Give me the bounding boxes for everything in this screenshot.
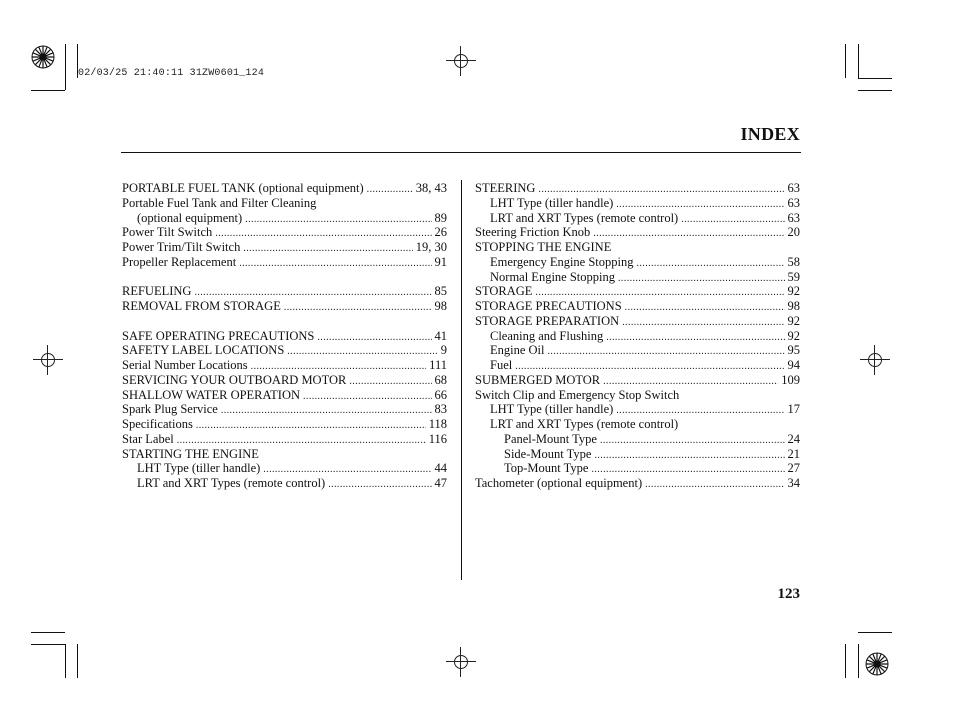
index-entry-term: Steering Friction Knob (475, 225, 591, 240)
index-entry-page: 66 (434, 387, 447, 402)
index-entry-page: 20 (787, 225, 800, 240)
index-entry (475, 417, 800, 432)
index-entry-page: 27 (787, 461, 800, 476)
index-entry-page: 47 (434, 476, 447, 490)
index-entry (475, 225, 800, 240)
index-entry (122, 211, 447, 226)
index-entry-page: 83 (434, 402, 447, 417)
index-entry-term: STOPPING THE ENGINE (475, 240, 612, 254)
dot-leader (196, 419, 426, 434)
index-entry-term: Power Trim/Tilt Switch (122, 240, 241, 254)
dot-leader (287, 345, 437, 360)
index-entry-page: 94 (787, 358, 800, 372)
crop-mark-line (65, 644, 66, 678)
dot-leader (618, 272, 785, 287)
index-entry-term: Power Tilt Switch (122, 225, 213, 240)
index-entry-term: STARTING THE ENGINE (122, 446, 259, 461)
crop-mark-line (858, 90, 892, 91)
index-entry (475, 329, 800, 344)
dot-leader (594, 449, 784, 464)
index-entry-page: 9 (440, 343, 447, 358)
dot-leader (328, 478, 431, 493)
index-entry-term: Panel-Mount Type (504, 431, 597, 446)
dot-leader (317, 331, 431, 346)
index-entry-page: 24 (787, 431, 800, 446)
index-entry-page: 118 (428, 417, 447, 431)
index-entry-page: 63 (787, 210, 800, 225)
index-entry-term: Switch Clip and Emergency Stop Switch (475, 387, 680, 402)
index-column-left (122, 181, 447, 491)
index-entry-term: Spark Plug Service (122, 402, 218, 417)
index-entry-page: 98 (787, 299, 800, 313)
index-entry-page: 19, 30 (415, 240, 447, 254)
index-entry-page: 92 (787, 328, 800, 343)
index-entry-term: STORAGE (475, 284, 533, 299)
index-entry (122, 417, 447, 432)
dot-leader (637, 257, 785, 272)
index-entry (475, 314, 800, 329)
index-entry-page: 85 (434, 284, 447, 299)
index-entry-term: Side-Mount Type (504, 446, 592, 461)
index-entry-page: 44 (434, 461, 447, 476)
index-entry-page: 26 (434, 225, 447, 240)
index-entry-page: 63 (787, 195, 800, 210)
index-entry-term: PORTABLE FUEL TANK (optional equipment) (122, 181, 364, 195)
index-entry (122, 329, 447, 344)
crop-mark-line (858, 644, 859, 678)
crop-mark-line (31, 644, 65, 645)
index-entry (122, 461, 447, 476)
index-entry (475, 284, 800, 299)
index-entry (122, 388, 447, 403)
dot-leader (600, 434, 785, 449)
index-entry (122, 181, 447, 196)
index-entry-page: 98 (434, 299, 447, 313)
index-entry-term: SHALLOW WATER OPERATION (122, 387, 301, 402)
index-entry (122, 284, 447, 299)
index-entry (475, 461, 800, 476)
print-timestamp: 02/03/25 21:40:11 31ZW0601_124 (78, 68, 265, 79)
index-entry (122, 240, 447, 255)
index-entry-term: LRT and XRT Types (remote control) (137, 476, 326, 490)
index-entry-term: Star Label (122, 431, 174, 446)
dot-leader (221, 404, 432, 419)
page-number: 123 (777, 586, 800, 602)
index-entry-term: LRT and XRT Types (remote control) (490, 417, 679, 431)
index-entry-page: 58 (787, 254, 800, 269)
index-entry (475, 343, 800, 358)
index-entry-term: REFUELING (122, 284, 192, 299)
entry-gap (122, 270, 447, 285)
index-entry-page: 92 (787, 313, 800, 328)
index-entry-page: 34 (787, 476, 800, 490)
dot-leader (606, 331, 784, 346)
index-entry (475, 211, 800, 226)
index-entry-term: Top-Mount Type (504, 461, 589, 476)
index-entry (122, 255, 447, 270)
index-entry-term: Cleaning and Flushing (490, 328, 604, 343)
index-entry-term: SAFE OPERATING PRECAUTIONS (122, 328, 315, 343)
dot-leader (622, 316, 784, 331)
sunburst-registration-icon (865, 652, 889, 676)
index-entry-term: LRT and XRT Types (remote control) (490, 210, 679, 225)
index-entry-page: 92 (787, 284, 800, 299)
dot-leader (681, 213, 784, 228)
index-entry-term: LHT Type (tiller handle) (137, 461, 261, 476)
index-entry (475, 432, 800, 447)
index-entry-term: LHT Type (tiller handle) (490, 402, 614, 417)
index-entry-term: Normal Engine Stopping (490, 269, 615, 284)
sunburst-registration-icon (31, 45, 55, 69)
dot-leader (548, 345, 785, 360)
dot-leader (625, 301, 785, 316)
dot-leader (284, 301, 432, 316)
index-entry-page: 41 (434, 328, 447, 343)
index-entry (122, 476, 447, 491)
index-entry-term: SERVICING YOUR OUTBOARD MOTOR (122, 372, 347, 387)
crosshair-registration-icon (446, 647, 476, 677)
index-entry-term: Emergency Engine Stopping (490, 254, 634, 269)
crop-mark-line (845, 644, 846, 678)
dot-leader (303, 390, 431, 405)
index-entry (475, 447, 800, 462)
index-entry (475, 476, 800, 491)
index-entry-page: 109 (781, 372, 800, 387)
index-entry (122, 225, 447, 240)
index-entry (122, 373, 447, 388)
crop-mark-line (858, 632, 892, 633)
dot-leader (593, 227, 784, 242)
index-entry-term: Fuel (490, 358, 513, 372)
dot-leader (215, 227, 431, 242)
crop-mark-line (31, 632, 65, 633)
crop-mark-line (858, 78, 892, 79)
dot-leader (245, 213, 431, 228)
index-entry (122, 402, 447, 417)
index-entry-term: Propeller Replacement (122, 254, 237, 269)
index-entry-term: Specifications (122, 417, 193, 431)
index-entry-page: 59 (787, 269, 800, 284)
header-rule (121, 152, 801, 153)
index-entry-page: 116 (428, 431, 447, 446)
index-entry (475, 373, 800, 388)
index-entry (475, 196, 800, 211)
index-entry (475, 358, 800, 373)
index-entry (122, 343, 447, 358)
column-divider (461, 180, 462, 580)
crop-mark-line (31, 90, 65, 91)
index-entry-term: (optional equipment) (137, 210, 243, 225)
index-entry (122, 432, 447, 447)
dot-leader (349, 375, 431, 390)
index-entry-page: 95 (787, 343, 800, 358)
index-entry (475, 270, 800, 285)
index-entry-page: 63 (787, 181, 800, 195)
index-entry-term: STEERING (475, 181, 536, 195)
crop-mark-line (77, 644, 78, 678)
index-entry-term: Serial Number Locations (122, 358, 248, 372)
index-entry-page: 91 (434, 254, 447, 269)
dot-leader (645, 478, 784, 493)
crop-mark-line (858, 44, 859, 78)
index-entry-term: Engine Oil (490, 343, 545, 358)
index-entry-page: 68 (434, 372, 447, 387)
index-entry-term: Portable Fuel Tank and Filter Cleaning (122, 195, 317, 210)
index-entry-term: SAFETY LABEL LOCATIONS (122, 343, 285, 358)
index-entry (122, 299, 447, 314)
index-entry (475, 255, 800, 270)
index-entry-term: REMOVAL FROM STORAGE (122, 299, 281, 313)
index-entry-page: 38, 43 (415, 181, 447, 195)
index-entry-page: 89 (434, 210, 447, 225)
index-entry-term: STORAGE PREPARATION (475, 313, 620, 328)
index-entry-term: STORAGE PRECAUTIONS (475, 299, 622, 313)
index-entry-page: 111 (429, 358, 447, 372)
index-entry (475, 388, 800, 403)
dot-leader (239, 257, 431, 272)
index-entry-term: SUBMERGED MOTOR (475, 372, 601, 387)
entry-gap (122, 314, 447, 329)
index-entry (475, 181, 800, 196)
index-entry-term: LHT Type (tiller handle) (490, 195, 614, 210)
index-entry-page: 21 (787, 446, 800, 461)
index-entry (122, 358, 447, 373)
index-entry (475, 240, 800, 255)
index-entry (122, 447, 447, 462)
crop-mark-line (65, 44, 66, 90)
crosshair-registration-icon (446, 46, 476, 76)
dot-leader (243, 242, 412, 257)
crosshair-registration-icon (33, 345, 63, 375)
index-entry-page: 17 (787, 402, 800, 417)
index-entry (475, 299, 800, 314)
index-entry (475, 402, 800, 417)
crop-mark-line (845, 44, 846, 78)
page-title: INDEX (740, 124, 800, 144)
crosshair-registration-icon (860, 345, 890, 375)
dot-leader (367, 183, 413, 198)
index-entry-term: Tachometer (optional equipment) (475, 476, 643, 490)
index-entry (122, 196, 447, 211)
index-column-right (475, 181, 800, 491)
